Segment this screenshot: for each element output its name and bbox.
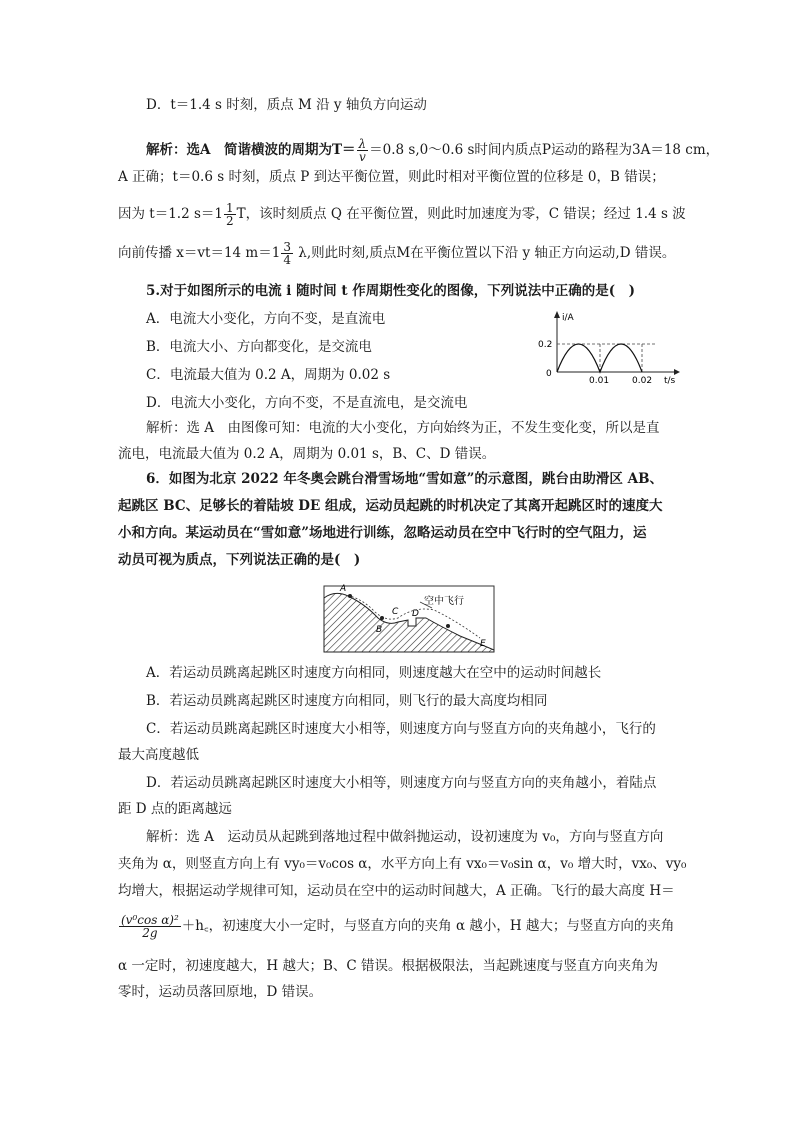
q5-stem: 5.对于如图所示的电流 i 随时间 t 作周期性变化的图像，下列说法中正确的是( ) <box>146 283 636 299</box>
q5-solution-line-1: 解析：选 A 由图像可知：电流的大小变化，方向始终为正，不发生变化变，所以是直 <box>146 420 660 436</box>
origin-label: 0 <box>546 369 552 379</box>
point-e-label: E <box>480 639 486 649</box>
frac-numerator: 1 <box>226 201 234 215</box>
q4-option-d: D．t＝1.4 s 时刻，质点 M 沿 y 轴负方向运动 <box>146 97 427 113</box>
q6-stem-line-4: 动员可视为质点，下列说法正确的是( ) <box>118 552 361 568</box>
frac-denominator: 2 <box>226 214 234 228</box>
q6-ski-jump-diagram <box>320 580 500 658</box>
current-curve <box>557 344 642 372</box>
q4-sol-l1-a: 解析：选A 简谐横波的周期为T＝ <box>146 142 356 158</box>
q4-sol-l3-b: T，该时刻质点 Q 在平衡位置，则此时加速度为零，C 错误；经过 1.4 s 波 <box>236 206 686 222</box>
q4-solution-line-3 <box>118 202 686 227</box>
q5-current-graph <box>532 308 682 388</box>
frac-denominator: v <box>358 150 366 164</box>
q6-solution-line-5: α 一定时，初速度越大，H 越大；B、C 错误。根据极限法，当起跳速度与竖直方向夹角为 <box>118 958 659 974</box>
q6-stem-line-2: 起跳区 BC、足够长的着陆坡 DE 组成，运动员起跳的时机决定了其离开起跳区时的速度大 <box>118 498 663 514</box>
q5-option-d: D．电流大小变化，方向不变，不是直流电，是交流电 <box>146 395 468 411</box>
x-tick-label-2: 0.02 <box>632 376 653 386</box>
q4-sol-l4-a: 向前传播 x＝vt＝14 m＝1 <box>118 245 281 261</box>
point-a-label: A <box>340 584 347 594</box>
frac-numerator: (v⁰cos α)² <box>121 913 179 927</box>
y-axis-arrow <box>554 311 560 318</box>
frac-denominator: 2g <box>142 926 158 940</box>
q4-solution-line-2: A 正确；t＝0.6 s 时刻，质点 P 到达平衡位置，则此时相对平衡位置的位移是 0，B 错误； <box>118 169 665 185</box>
q5-option-c: C．电流最大值为 0.2 A，周期为 0.02 s <box>146 367 391 383</box>
q6-stem-line-1: 6．如图为北京 2022 年冬奥会跳台滑雪场地“雪如意”的示意图，跳台由助滑区 AB、 <box>146 471 663 487</box>
x-axis-label: t/s <box>664 376 676 386</box>
x-axis-arrow <box>674 369 680 375</box>
terrain-hatched <box>324 593 494 652</box>
q6-option-b: B．若运动员跳离起跳区时速度方向相同，则飞行的最大高度均相同 <box>146 693 548 709</box>
q6-sol-fraction <box>119 914 181 939</box>
q4-sol-l4-b: λ,则此时刻,质点M在平衡位置以下沿 y 轴正方向运动,D 错误。 <box>293 245 676 261</box>
point-c-label: C <box>392 607 399 617</box>
skier-marker-2 <box>380 616 384 620</box>
q6-solution-line-3: 均增大，根据运动学规律可知，运动员在空中的运动时间越大，A 正确。飞行的最大高度 H＝ <box>118 883 675 899</box>
q6-option-a: A．若运动员跳离起跳区时速度方向相同，则速度越大在空中的运动时间越长 <box>146 665 602 681</box>
x-tick-label-1: 0.01 <box>589 376 610 386</box>
q6-option-d-line-2: 距 D 点的距离越远 <box>118 801 232 817</box>
skier-marker-3 <box>446 624 450 628</box>
q4-sol-l3-a: 因为 t＝1.2 s＝1 <box>118 206 223 222</box>
q6-option-c-line-1: C．若运动员跳离起跳区时速度大小相等，则速度方向与竖直方向的夹角越小，飞行的 <box>146 721 656 737</box>
q6-solution-line-2: 夹角为 α，则竖直方向上有 vy₀＝v₀cos α，水平方向上有 vx₀＝v₀sin α，v₀ 增大时，vx₀、vy₀ <box>118 856 687 872</box>
q4-solution-line-1 <box>146 138 719 163</box>
q6-option-d-line-1: D．若运动员跳离起跳区时速度大小相等，则速度方向与竖直方向的夹角越小，着陆点 <box>146 775 657 791</box>
skier-marker-1 <box>348 594 352 598</box>
q4-solution-line-4 <box>118 241 675 266</box>
q4-sol-l1-b: ＝0.8 s,0～0.6 s时间内质点P运动的路程为3A＝18 cm， <box>369 142 720 158</box>
q6-sol-l4-b: ＋h꜀，初速度大小一定时，与竖直方向的夹角 α 越小，H 越大；与竖直方向的夹角 <box>181 918 675 934</box>
frac-denominator: 4 <box>283 253 291 267</box>
q6-solution-line-4 <box>118 914 674 939</box>
q4-sol-l4-fraction <box>281 241 293 266</box>
y-tick-label: 0.2 <box>538 340 553 350</box>
q5-solution-line-2: 流电，电流最大值为 0.2 A，周期为 0.01 s，B、C、D 错误。 <box>118 446 496 462</box>
y-axis-label: i/A <box>562 313 574 323</box>
flight-label: 空中飞行 <box>424 596 464 607</box>
q6-solution-line-1: 解析：选 A 运动员从起跳到落地过程中做斜抛运动，设初速度为 v₀，方向与竖直方向 <box>146 829 664 845</box>
q6-stem-line-3: 小和方向。某运动员在“雪如意”场地进行训练，忽略运动员在空中飞行时的空气阻力，运 <box>118 525 647 541</box>
q6-option-c-line-2: 最大高度越低 <box>118 747 199 763</box>
q6-solution-line-6: 零时，运动员落回原地，D 错误。 <box>118 984 323 1000</box>
q4-sol-l3-fraction <box>224 202 236 227</box>
frac-numerator: 3 <box>283 240 291 254</box>
point-b-label: B <box>376 625 383 635</box>
frac-numerator: λ <box>358 137 367 151</box>
point-d-label: D <box>412 609 419 619</box>
q5-option-a: A．电流大小变化，方向不变，是直流电 <box>146 311 386 327</box>
q4-sol-l1-fraction <box>357 138 369 163</box>
q5-option-b: B．电流大小、方向都变化，是交流电 <box>146 339 372 355</box>
